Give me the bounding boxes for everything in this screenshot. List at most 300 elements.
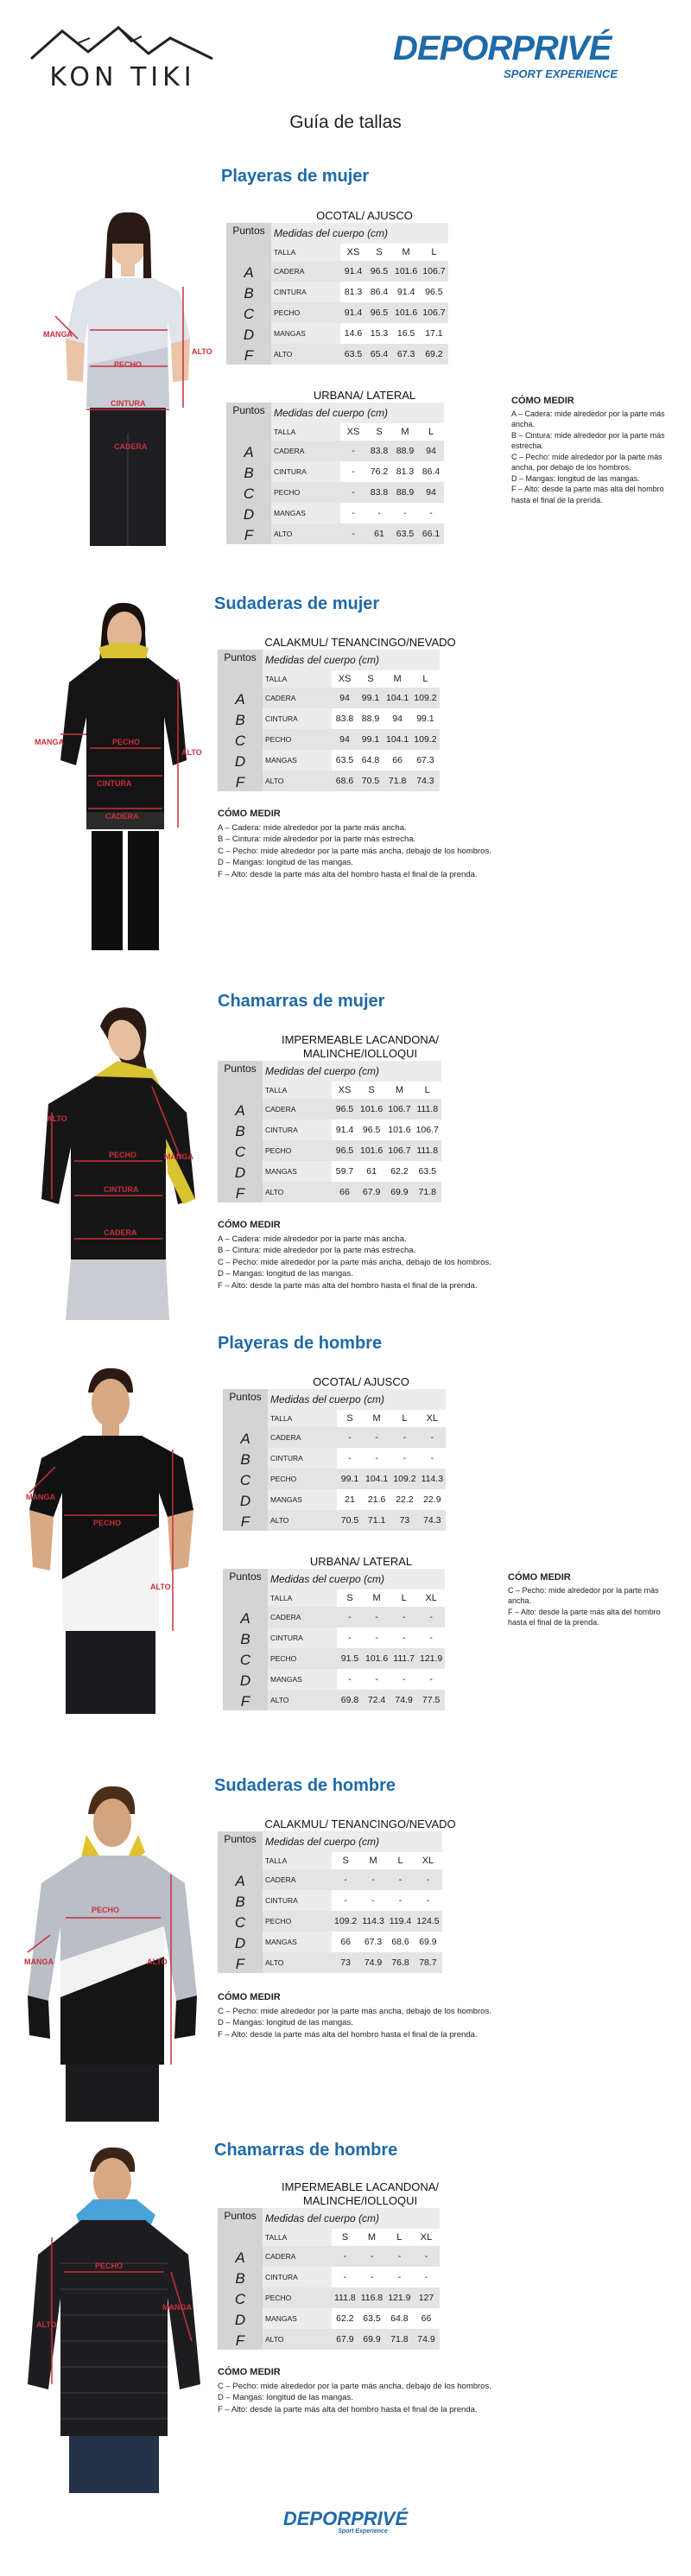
talla-label: TALLA xyxy=(271,244,340,261)
cell-value: 74.3 xyxy=(419,1510,447,1531)
cell-value: 116.8 xyxy=(358,2287,386,2308)
cell-value: 111.7 xyxy=(390,1648,417,1669)
size-header: XS xyxy=(338,674,352,684)
cell-value: 111.8 xyxy=(414,1099,441,1120)
row-label-alto: ALTO xyxy=(263,1952,332,1973)
photo-label-manga: MANGA xyxy=(35,738,64,746)
cell-value: 88.9 xyxy=(392,482,418,503)
table-caption-line: IMPERMEABLE LACANDONA/ xyxy=(281,2180,440,2193)
size-header: XL xyxy=(420,2232,433,2243)
row-label-alto: ALTO xyxy=(271,523,340,544)
medidas-header: Medidas del cuerpo (cm) xyxy=(268,1569,445,1589)
cell-value: 67.3 xyxy=(411,750,439,771)
row-label-pecho: PECHO xyxy=(271,302,340,323)
model-photo-chamarra-mujer xyxy=(22,1000,204,1320)
cell-value: 66 xyxy=(384,750,411,771)
point-letter: B xyxy=(226,461,271,482)
cell-value: 81.3 xyxy=(392,461,418,482)
cell-value: 70.5 xyxy=(358,771,384,791)
point-letter: B xyxy=(218,2267,263,2287)
como-line: D – Mangas: longitud de las mangas. xyxy=(218,858,353,867)
point-letter: D xyxy=(218,1161,263,1182)
point-letter: D xyxy=(218,1932,263,1952)
deporprive-logo xyxy=(393,31,652,80)
cell-value: 111.8 xyxy=(414,1140,441,1161)
cell-value: - xyxy=(340,503,366,523)
cell-value: 62.2 xyxy=(385,1161,413,1182)
cell-value: - xyxy=(340,482,366,503)
como-line: B – Cintura: mide alrededor por la parte más estrecha. xyxy=(511,430,665,450)
talla-label: TALLA xyxy=(268,1589,337,1607)
cell-value: 106.7 xyxy=(385,1099,413,1120)
cell-value: - xyxy=(390,1607,417,1627)
como-line: D – Mangas: longitud de las mangas. xyxy=(511,473,640,483)
cell-value: - xyxy=(363,1607,390,1627)
cell-value: 67.3 xyxy=(392,344,420,365)
cell-value: 17.1 xyxy=(420,323,447,344)
cell-value: - xyxy=(390,1627,417,1648)
cell-value: - xyxy=(417,1627,445,1648)
point-letter: B xyxy=(226,282,271,302)
row-label-alto: ALTO xyxy=(268,1690,337,1710)
cell-value: - xyxy=(332,2246,358,2267)
size-header: L xyxy=(401,1593,407,1603)
como-medir-sudaderas-hombre xyxy=(218,1992,546,2040)
size-header: S xyxy=(341,2232,349,2243)
cell-value: 14.6 xyxy=(340,323,366,344)
cell-value: 74.9 xyxy=(414,2329,440,2350)
cell-value: - xyxy=(337,1427,363,1448)
photo-label-manga: MANGA xyxy=(162,2303,192,2312)
photo-label-cadera: CADERA xyxy=(104,1228,137,1237)
como-line: A – Cadera: mide alrededor por la parte más ancha. xyxy=(218,822,407,833)
size-header: M xyxy=(369,1856,377,1866)
cell-value: 124.5 xyxy=(414,1911,441,1932)
row-label-cintura: CINTURA xyxy=(271,282,340,302)
size-table-playeras-hombre-ocotal xyxy=(223,1389,446,1531)
medidas-header: Medidas del cuerpo (cm) xyxy=(263,650,440,670)
size-header: XS xyxy=(338,1085,352,1095)
puntos-header: Puntos xyxy=(223,1569,268,1589)
row-label-pecho: PECHO xyxy=(271,482,340,503)
photo-label-alto: ALTO xyxy=(147,1957,168,1966)
point-letter: A xyxy=(218,2229,263,2267)
puntos-header: Puntos xyxy=(218,2208,263,2229)
footer-logo xyxy=(0,2509,691,2535)
row-label-cadera: CADERA xyxy=(271,441,340,461)
table-caption-line: MALINCHE/IOLLOQUI xyxy=(302,2194,418,2207)
cell-value: 69.2 xyxy=(420,344,447,365)
cell-value: 67.3 xyxy=(359,1932,387,1952)
row-label-alto: ALTO xyxy=(263,771,332,791)
cell-value: - xyxy=(363,1627,390,1648)
row-label-cintura: CINTURA xyxy=(268,1448,337,1469)
cell-value: 109.2 xyxy=(390,1469,418,1489)
cell-value: 94 xyxy=(418,482,444,503)
point-letter: F xyxy=(218,1182,263,1202)
cell-value: 63.5 xyxy=(340,344,366,365)
cell-value: 74.3 xyxy=(411,771,439,791)
photo-label-pecho: PECHO xyxy=(93,1519,122,1527)
cell-value: - xyxy=(385,2267,413,2287)
cell-value: 71.1 xyxy=(363,1510,390,1531)
cell-value: 71.8 xyxy=(384,771,411,791)
row-label-pecho: PECHO xyxy=(263,1911,332,1932)
row-label-cadera: CADERA xyxy=(268,1607,337,1627)
puntos-header: Puntos xyxy=(226,403,271,423)
row-label-mangas: MANGAS xyxy=(271,323,340,344)
size-header: XS xyxy=(346,247,360,257)
cell-value: 99.1 xyxy=(337,1469,363,1489)
cell-value: 16.5 xyxy=(392,323,420,344)
point-letter: C xyxy=(218,2287,263,2308)
row-label-cadera: CADERA xyxy=(263,1099,332,1120)
table-caption: OCOTAL/ AJUSCO xyxy=(313,1375,409,1388)
como-line: C – Pecho: mide alrededor por la parte más ancha, por debajo de los hombros. xyxy=(511,452,662,472)
medidas-header: Medidas del cuerpo (cm) xyxy=(263,1061,441,1082)
cell-value: 63.5 xyxy=(414,1161,441,1182)
cell-value: 96.5 xyxy=(358,1120,385,1140)
cell-value: 101.6 xyxy=(392,302,420,323)
cell-value: 91.5 xyxy=(337,1648,363,1669)
cell-value: 73 xyxy=(390,1510,418,1531)
cell-value: 101.6 xyxy=(358,1099,385,1120)
size-table-sudaderas-hombre xyxy=(218,1831,442,1973)
size-header: XL xyxy=(425,1593,437,1603)
cell-value: 101.6 xyxy=(385,1120,413,1140)
cell-value: 64.8 xyxy=(385,2308,413,2329)
cell-value: 104.1 xyxy=(384,688,411,708)
como-line: C – Pecho: mide alrededor por la parte más ancha, debajo de los hombros. xyxy=(218,2006,491,2016)
cell-value: 77.5 xyxy=(417,1690,445,1710)
cell-value: 127 xyxy=(414,2287,440,2308)
row-label-mangas: MANGAS xyxy=(268,1489,337,1510)
como-line: C – Pecho: mide alrededor por la parte más ancha, debajo de los hombros. xyxy=(218,2381,491,2391)
size-header: L xyxy=(428,427,434,437)
cell-value: 106.7 xyxy=(414,1120,441,1140)
como-medir-heading: CÓMO MEDIR xyxy=(218,809,281,819)
cell-value: 83.8 xyxy=(366,482,392,503)
size-table-playeras-mujer-ocotal xyxy=(226,223,448,365)
cell-value: 59.7 xyxy=(332,1161,358,1182)
cell-value: - xyxy=(387,1890,415,1911)
cell-value: - xyxy=(363,1448,390,1469)
point-letter: A xyxy=(223,1589,268,1627)
cell-value: 114.3 xyxy=(419,1469,447,1489)
photo-label-alto: ALTO xyxy=(47,1114,67,1123)
como-line: A – Cadera: mide alrededor por la parte más ancha. xyxy=(511,409,665,428)
size-header: S xyxy=(342,1856,349,1866)
cell-value: - xyxy=(337,1448,363,1469)
point-letter: A xyxy=(226,423,271,461)
cell-value: 114.3 xyxy=(359,1911,387,1932)
cell-value: 72.4 xyxy=(363,1690,390,1710)
cell-value: - xyxy=(366,503,392,523)
size-header: XS xyxy=(346,427,360,437)
cell-value: 65.4 xyxy=(366,344,392,365)
table-caption-line: IMPERMEABLE LACANDONA/ xyxy=(281,1033,440,1046)
cell-value: 96.5 xyxy=(332,1099,358,1120)
cell-value: - xyxy=(419,1448,447,1469)
section-title-playeras-mujer: Playeras de mujer xyxy=(221,167,370,186)
cell-value: - xyxy=(414,1869,441,1890)
table-caption xyxy=(218,2180,503,2208)
photo-label-manga: MANGA xyxy=(24,1957,54,1966)
row-label-alto: ALTO xyxy=(263,2329,332,2350)
talla-label: TALLA xyxy=(263,670,332,688)
cell-value: 63.5 xyxy=(392,523,418,544)
cell-value: - xyxy=(390,1427,418,1448)
point-letter: A xyxy=(226,244,271,282)
cell-value: 83.8 xyxy=(332,708,358,729)
como-line: D – Mangas: longitud de las mangas. xyxy=(218,2393,353,2402)
point-letter: D xyxy=(223,1669,268,1690)
cell-value: 22.9 xyxy=(419,1489,447,1510)
medidas-header: Medidas del cuerpo (cm) xyxy=(271,223,448,244)
como-medir-heading: CÓMO MEDIR xyxy=(218,2367,281,2377)
size-header: M xyxy=(401,427,409,437)
cell-value: 101.6 xyxy=(363,1648,390,1669)
photo-label-alto: ALTO xyxy=(150,1583,171,1591)
size-header: S xyxy=(376,427,383,437)
como-line: D – Mangas: longitud de las mangas. xyxy=(218,1269,353,1278)
cell-value: 91.4 xyxy=(340,302,366,323)
como-line: D – Mangas: longitud de las mangas. xyxy=(218,2018,353,2027)
section-title-chamarras-mujer: Chamarras de mujer xyxy=(218,992,385,1011)
cell-value: 101.6 xyxy=(358,1140,385,1161)
size-header: L xyxy=(431,247,437,257)
cell-value: 69.9 xyxy=(414,1932,441,1952)
point-letter: C xyxy=(218,1911,263,1932)
cell-value: 69.9 xyxy=(385,1182,413,1202)
row-label-alto: ALTO xyxy=(263,1182,332,1202)
photo-label-cadera: CADERA xyxy=(105,812,139,821)
puntos-header: Puntos xyxy=(218,1061,263,1082)
table-caption: CALAKMUL/ TENANCINGO/NEVADO xyxy=(264,1818,456,1830)
size-table-chamarras-hombre xyxy=(218,2208,440,2350)
row-label-cintura: CINTURA xyxy=(263,2267,332,2287)
deporprive-logo-text: DEPORPRIVÉ xyxy=(393,29,612,67)
point-letter: F xyxy=(223,1510,268,1531)
cell-value: 86.4 xyxy=(418,461,444,482)
cell-value: 99.1 xyxy=(358,729,384,750)
cell-value: - xyxy=(414,2246,440,2267)
point-letter: F xyxy=(218,771,263,791)
mountain-icon xyxy=(28,24,218,62)
talla-label: TALLA xyxy=(263,1852,332,1869)
cell-value: - xyxy=(340,441,366,461)
table-caption: OCOTAL/ AJUSCO xyxy=(316,209,413,222)
row-label-mangas: MANGAS xyxy=(263,2308,332,2329)
cell-value: - xyxy=(358,2246,386,2267)
cell-value: 15.3 xyxy=(366,323,392,344)
photo-label-cintura: CINTURA xyxy=(111,399,146,408)
medidas-header: Medidas del cuerpo (cm) xyxy=(263,1831,442,1852)
point-letter: F xyxy=(226,523,271,544)
cell-value: 96.5 xyxy=(420,282,447,302)
cell-value: 101.6 xyxy=(392,261,420,282)
cell-value: 94 xyxy=(418,441,444,461)
size-header: M xyxy=(402,247,410,257)
point-letter: D xyxy=(226,503,271,523)
point-letter: B xyxy=(223,1627,268,1648)
size-header: L xyxy=(402,1413,408,1424)
point-letter: B xyxy=(218,1890,263,1911)
talla-label: TALLA xyxy=(271,423,340,441)
page-title: Guía de tallas xyxy=(289,112,402,132)
model-photo-chamarra-hombre xyxy=(16,2142,206,2497)
point-letter: A xyxy=(218,1082,263,1120)
cell-value: 66 xyxy=(332,1182,358,1202)
puntos-header: Puntos xyxy=(218,650,263,670)
cell-value: 73 xyxy=(332,1952,359,1973)
cell-value: 66 xyxy=(332,1932,359,1952)
cell-value: - xyxy=(359,1869,387,1890)
section-title-sudaderas-hombre: Sudaderas de hombre xyxy=(214,1776,396,1795)
cell-value: 63.5 xyxy=(358,2308,386,2329)
size-header: M xyxy=(395,1085,403,1095)
cell-value: - xyxy=(337,1607,363,1627)
cell-value: 21.6 xyxy=(363,1489,390,1510)
cell-value: 78.7 xyxy=(414,1952,441,1973)
puntos-header: Puntos xyxy=(226,223,271,244)
row-label-cadera: CADERA xyxy=(263,1869,332,1890)
cell-value: - xyxy=(359,1890,387,1911)
como-line: F – Alto: desde la parte más alta del hombro hasta el final de la prenda. xyxy=(218,2029,478,2040)
cell-value: 61 xyxy=(366,523,392,544)
cell-value: 64.8 xyxy=(358,750,384,771)
row-label-cintura: CINTURA xyxy=(263,708,332,729)
photo-label-cintura: CINTURA xyxy=(104,1185,139,1194)
talla-label: TALLA xyxy=(263,1082,332,1099)
puntos-header: Puntos xyxy=(223,1389,268,1410)
como-line: A – Cadera: mide alrededor por la parte más ancha. xyxy=(218,1234,407,1244)
medidas-header: Medidas del cuerpo (cm) xyxy=(268,1389,446,1410)
point-letter: C xyxy=(226,302,271,323)
photo-label-manga: MANGA xyxy=(164,1152,193,1161)
row-label-alto: ALTO xyxy=(268,1510,337,1531)
size-header: M xyxy=(372,1413,381,1424)
kon-tiki-logo xyxy=(28,24,218,92)
cell-value: 67.9 xyxy=(358,1182,385,1202)
row-label-cadera: CADERA xyxy=(263,2246,332,2267)
table-caption: CALAKMUL/ TENANCINGO/NEVADO xyxy=(264,636,456,649)
size-header: XL xyxy=(426,1413,439,1424)
size-table-playeras-hombre-urbana xyxy=(223,1569,445,1710)
point-letter: F xyxy=(218,2329,263,2350)
row-label-cadera: CADERA xyxy=(263,688,332,708)
cell-value: - xyxy=(363,1427,390,1448)
point-letter: B xyxy=(223,1448,268,1469)
model-photo-playera-hombre xyxy=(21,1363,202,1717)
cell-value: - xyxy=(337,1627,363,1648)
size-header: S xyxy=(368,1085,375,1095)
como-line: F – Alto: desde la parte más alta del hombro hasta el final de la prenda. xyxy=(511,485,664,504)
size-header: S xyxy=(346,1413,353,1424)
como-medir-heading: CÓMO MEDIR xyxy=(218,1992,281,2002)
como-medir-playeras-mujer xyxy=(511,396,675,505)
point-letter: A xyxy=(223,1410,268,1448)
cell-value: 121.9 xyxy=(385,2287,413,2308)
cell-value: - xyxy=(390,1448,418,1469)
table-caption: URBANA/ LATERAL xyxy=(313,389,416,402)
medidas-header: Medidas del cuerpo (cm) xyxy=(271,403,444,423)
size-header: XL xyxy=(422,1856,434,1866)
como-line: F – Alto: desde la parte más alta del hombro hasta el final de la prenda. xyxy=(218,1280,478,1291)
deporprive-tagline: SPORT EXPERIENCE xyxy=(504,67,618,80)
como-medir-heading: CÓMO MEDIR xyxy=(511,396,574,406)
point-letter: C xyxy=(223,1648,268,1669)
cell-value: 76.2 xyxy=(366,461,392,482)
point-letter: C xyxy=(218,729,263,750)
cell-value: 71.8 xyxy=(385,2329,413,2350)
size-table-sudaderas-mujer xyxy=(218,650,440,791)
point-letter: D xyxy=(218,750,263,771)
section-title-playeras-hombre: Playeras de hombre xyxy=(218,1334,383,1353)
cell-value: 21 xyxy=(337,1489,363,1510)
row-label-pecho: PECHO xyxy=(268,1648,337,1669)
row-label-pecho: PECHO xyxy=(263,2287,332,2308)
como-medir-heading: CÓMO MEDIR xyxy=(508,1572,571,1583)
table-caption xyxy=(218,1033,503,1061)
size-header: L xyxy=(424,1085,430,1095)
row-label-pecho: PECHO xyxy=(268,1469,337,1489)
cell-value: - xyxy=(414,1890,441,1911)
cell-value: 68.6 xyxy=(387,1932,415,1952)
photo-label-cintura: CINTURA xyxy=(97,779,132,788)
photo-label-pecho: PECHO xyxy=(112,738,141,746)
row-label-cadera: CADERA xyxy=(271,261,340,282)
point-letter: F xyxy=(226,344,271,365)
como-medir-heading: CÓMO MEDIR xyxy=(218,1220,281,1230)
cell-value: 68.6 xyxy=(332,771,358,791)
size-header: L xyxy=(397,1856,403,1866)
photo-label-manga: MANGA xyxy=(43,330,73,339)
photo-label-pecho: PECHO xyxy=(92,1906,120,1914)
row-label-alto: ALTO xyxy=(271,344,340,365)
cell-value: 61 xyxy=(358,1161,385,1182)
como-line: B – Cintura: mide alrededor por la parte más estrecha. xyxy=(218,834,416,844)
cell-value: 99.1 xyxy=(358,688,384,708)
model-photo-playera-mujer xyxy=(41,209,214,555)
puntos-header: Puntos xyxy=(218,1831,263,1852)
row-label-pecho: PECHO xyxy=(263,1140,332,1161)
photo-label-alto: ALTO xyxy=(192,347,212,356)
point-letter: F xyxy=(218,1952,263,1973)
size-table-playeras-mujer-urbana xyxy=(226,403,444,544)
cell-value: - xyxy=(340,461,366,482)
cell-value: - xyxy=(385,2246,413,2267)
cell-value: 94 xyxy=(332,729,358,750)
point-letter: A xyxy=(218,670,263,708)
point-letter: C xyxy=(226,482,271,503)
size-header: M xyxy=(372,1593,381,1603)
size-header: M xyxy=(367,2232,377,2243)
cell-value: - xyxy=(332,1890,359,1911)
cell-value: 67.9 xyxy=(332,2329,358,2350)
cell-value: - xyxy=(414,2267,440,2287)
cell-value: - xyxy=(392,503,418,523)
como-line: F – Alto: desde la parte más alta del hombro hasta el final de la prenda. xyxy=(218,2404,478,2414)
size-header: L xyxy=(422,674,428,684)
section-title-chamarras-hombre: Chamarras de hombre xyxy=(214,2141,398,2160)
cell-value: - xyxy=(387,1869,415,1890)
row-label-mangas: MANGAS xyxy=(263,1161,332,1182)
section-title-sudaderas-mujer: Sudaderas de mujer xyxy=(214,594,380,613)
cell-value: - xyxy=(419,1427,447,1448)
cell-value: - xyxy=(417,1669,445,1690)
cell-value: 96.5 xyxy=(366,261,392,282)
